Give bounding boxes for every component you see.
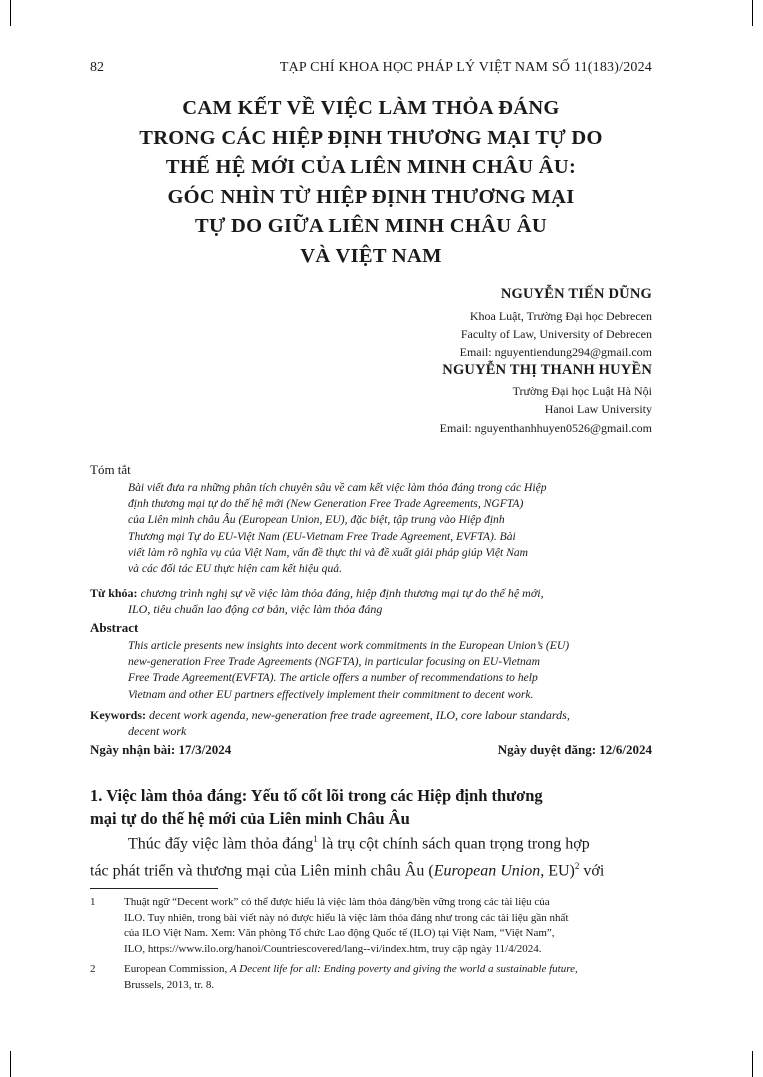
summary-line: định thương mại tự do thế hệ mới (New Generation Free Trade Agreements, NGFTA) (128, 497, 524, 511)
summary-line: viết làm rõ nghĩa vụ của Việt Nam, vấn đề thực thi và đề xuất giải pháp giúp Việt Nam (128, 545, 529, 559)
footnote-text: European Commission, (124, 963, 231, 975)
keywords-vi-text: chương trình nghị sự về việc làm thỏa đáng, hiệp định thương mại tự do thế hệ mới, (140, 586, 544, 600)
author-affiliation: Khoa Luật, Trường Đại học Debrecen (469, 309, 652, 323)
author-affiliation: Hanoi Law University (544, 402, 652, 416)
abstract-text (128, 638, 652, 703)
author-name: NGUYỄN THỊ THANH HUYỀN (442, 362, 652, 378)
footnote (90, 895, 652, 959)
running-header (90, 60, 652, 80)
footnote-number: 1 (90, 896, 96, 908)
footnote (90, 962, 652, 994)
footnote-line: của ILO Việt Nam. Xem: Văn phòng Tổ chức Lao động Quốc tế (ILO) tại Việt Nam, “Việt Nam”, (124, 927, 555, 940)
author-affiliation: Trường Đại học Luật Hà Nội (512, 384, 652, 398)
keywords-en-label: Keywords: (90, 708, 146, 722)
body-text-span: tác phát triển và thương mại của Liên minh châu Âu ( (90, 862, 434, 880)
abstract-line: new-generation Free Trade Agreements (NGFTA), in particular focusing on EU-Vietnam (128, 655, 540, 669)
journal-title: TẠP CHÍ KHOA HỌC PHÁP LÝ VIỆT NAM SỐ 11(183)/2024 (279, 60, 652, 75)
summary-line: Bài viết đưa ra những phân tích chuyên sâu về cam kết việc làm thỏa đáng trong các Hiệp (128, 481, 547, 494)
summary-line: và các đối tác EU thực hiện cam kết hiệu quả. (128, 562, 342, 576)
article-dates (90, 742, 652, 760)
footnote-link[interactable]: ILO, https://www.ilo.org/hanoi/Countriescovered/lang--vi/index.htm, truy cập ngày 11/4/2024. (124, 942, 542, 955)
footnote-line: Thuật ngữ “Decent work” có thể được hiểu là việc làm thỏa đáng/bền vững trong các tài liệu của (124, 896, 550, 908)
article-title (90, 94, 652, 271)
title-line: CAM KẾT VỀ VIỆC LÀM THỎA ĐÁNG (182, 97, 560, 119)
title-line: GÓC NHÌN TỪ HIỆP ĐỊNH THƯƠNG MẠI (167, 185, 575, 208)
title-line: VÀ VIỆT NAM (300, 244, 442, 267)
keywords-vi (90, 585, 652, 618)
section-heading-line: mại tự do thế hệ mới của Liên minh Châu Âu (90, 809, 410, 828)
body-text-span: là trụ cột chính sách quan trọng trong hợp (317, 835, 590, 853)
author-name: NGUYỄN TIẾN DŨNG (500, 286, 652, 302)
body-text-span: EU) (544, 862, 575, 880)
summary-label: Tóm tắt (90, 462, 131, 477)
accepted-date: Ngày duyệt đăng: 12/6/2024 (497, 742, 652, 757)
author-email: Email: nguyenthanhhuyen0526@gmail.com (439, 421, 652, 435)
footnote-line: Brussels, 2013, tr. 8. (124, 978, 215, 991)
footnote-line: ILO. Tuy nhiên, trong bài viết này nó được hiểu là việc làm thỏa đáng như trong các tài liệu gần nhất (124, 911, 569, 924)
title-line: THẾ HỆ MỚI CỦA LIÊN MINH CHÂU ÂU: (165, 156, 577, 178)
crop-mark (10, 0, 11, 26)
abstract-line: This article presents new insights into decent work commitments in the European Union’s (EU) (128, 639, 570, 652)
crop-mark (10, 1051, 11, 1077)
summary-line: của Liên minh châu Âu (European Union, EU), đặc biệt, tập trung vào Hiệp định (128, 513, 505, 527)
abstract-label: Abstract (90, 620, 139, 635)
abstract-line: Vietnam and other EU partners effectively implement their commitment to decent work. (128, 687, 534, 701)
crop-mark (752, 0, 753, 26)
keywords-en (90, 707, 652, 740)
summary-line: Thương mại Tự do EU-Việt Nam (EU-Vietnam Free Trade Agreement, EVFTA). Bài (128, 529, 516, 543)
body-text-italic: European Union, (433, 862, 545, 880)
footnote-separator (90, 888, 218, 889)
title-line: TRONG CÁC HIỆP ĐỊNH THƯƠNG MẠI TỰ DO (139, 126, 603, 149)
body-text (90, 828, 652, 883)
footnote-italic: A Decent life for all: Ending poverty and giving the world a sustainable future (230, 963, 575, 975)
keywords-en-text: decent work (128, 724, 187, 739)
body-text-span: Thúc đẩy việc làm thỏa đáng (128, 835, 314, 853)
footnote-text: , (574, 963, 578, 975)
title-line: TỰ DO GIỮA LIÊN MINH CHÂU ÂU (195, 215, 547, 237)
keywords-vi-label: Từ khóa: (90, 586, 138, 600)
keywords-en-text: decent work agenda, new-generation free trade agreement, ILO, core labour standards, (149, 708, 570, 722)
received-date: Ngày nhận bài: 17/3/2024 (90, 742, 232, 757)
body-text-span: với (579, 862, 605, 880)
summary-text (128, 480, 652, 577)
footnote-ref[interactable]: 1 (313, 834, 318, 844)
footnote-number: 2 (90, 963, 96, 975)
author-affiliation: Faculty of Law, University of Debrecen (460, 327, 652, 341)
keywords-vi-text: ILO, tiêu chuẩn lao động cơ bản, việc làm thỏa đáng (128, 602, 383, 617)
crop-mark (752, 1051, 753, 1077)
section-heading (90, 784, 652, 830)
author-email: Email: nguyentiendung294@gmail.com (459, 345, 652, 359)
section-heading-line: 1. Việc làm thỏa đáng: Yếu tố cốt lõi trong các Hiệp định thương (90, 786, 543, 805)
footnote-ref[interactable]: 2 (574, 861, 580, 872)
abstract-line: Free Trade Agreement(EVFTA). The article offers a number of recommendations to help (128, 671, 538, 685)
page-number: 82 (90, 60, 104, 75)
